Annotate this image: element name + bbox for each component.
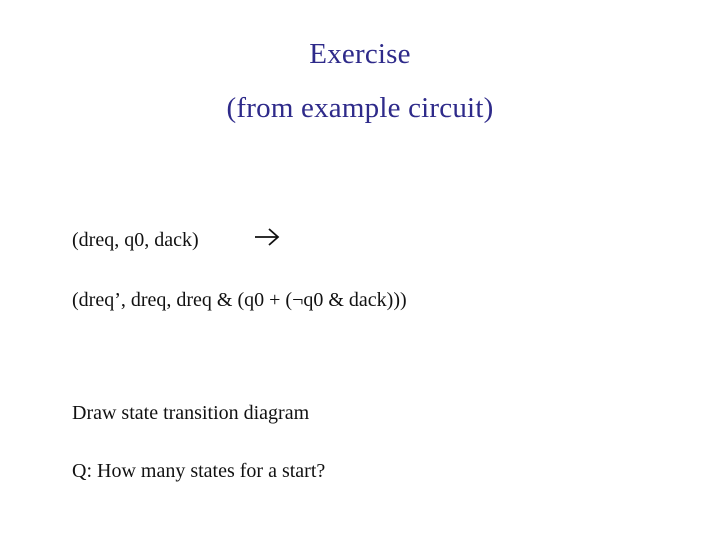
right-arrow-icon: [252, 225, 282, 249]
instruction-text: Draw state transition diagram: [72, 402, 310, 424]
expression-rhs: (dreq’, dreq, dreq & (q0 + (¬q0 & dack))): [72, 289, 407, 311]
slide-subtitle: (from example circuit): [226, 92, 494, 124]
question-text: Q: How many states for a start?: [72, 460, 326, 482]
slide-title: Exercise: [309, 38, 411, 70]
expression-lhs: (dreq, q0, dack): [72, 229, 199, 251]
